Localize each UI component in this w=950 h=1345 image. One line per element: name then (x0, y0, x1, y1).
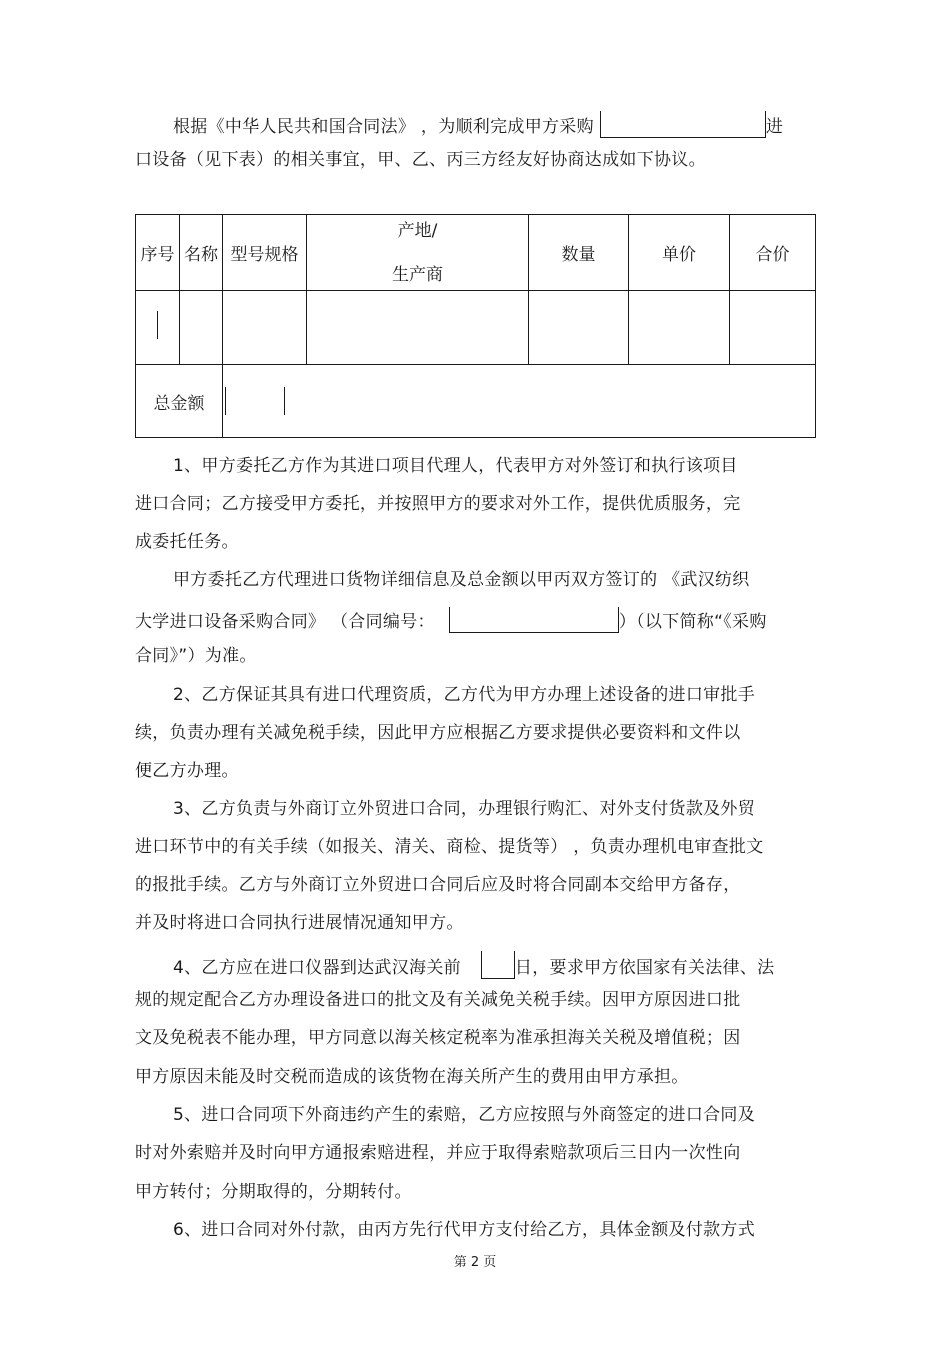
para-2-line-3: 合同》”）为准。 (135, 646, 257, 666)
table-row (136, 291, 816, 365)
clause-3-line-1: 3、乙方负责与外商订立外贸进口合同，办理银行购汇、对外支付货款及外贸 (173, 799, 756, 819)
clause-3-line-4: 并及时将进口合同执行进展情况通知甲方。 (135, 913, 464, 933)
procurement-item-blank[interactable] (600, 111, 766, 138)
clause-5-line-2: 时对外索赔并及时向甲方通报索赔进程，并应于取得索赔款项后三日内一次性向 (135, 1143, 741, 1163)
header-origin-line1: 产地/ (397, 220, 438, 241)
clause-2-line-1: 2、乙方保证其具有进口代理资质，乙方代为甲方办理上述设备的进口审批手 (173, 685, 756, 705)
clause-4-line-3: 文及免税表不能办理，甲方同意以海关核定税率为准承担海关关税及增值税；因 (135, 1028, 741, 1048)
cell-origin[interactable] (307, 291, 529, 365)
header-seq: 序号 (136, 215, 180, 291)
header-total-price: 合价 (730, 215, 816, 291)
intro-text-a: 根据《中华人民共和国合同法》 ，为顺利完成甲方采购 (173, 117, 594, 137)
total-amount-blank[interactable] (225, 387, 285, 415)
cell-qty[interactable] (529, 291, 629, 365)
clause-1-line-2: 进口合同；乙方接受甲方委托，并按照甲方的要求对外工作，提供优质服务，完 (135, 494, 741, 514)
table-total-row (136, 365, 816, 438)
para-2-text-b: ）（以下简称“《采购 (618, 612, 767, 632)
cell-unit-price[interactable] (629, 291, 730, 365)
header-unit-price: 单价 (629, 215, 730, 291)
para-2-line-2 (135, 607, 767, 633)
cell-seq[interactable] (136, 291, 180, 365)
intro-line-2: 口设备（见下表）的相关事宜，甲、乙、丙三方经友好协商达成如下协议。 (135, 150, 706, 170)
intro-text-b: 进 (765, 117, 784, 137)
clause-4-line-2: 规的规定配合乙方办理设备进口的批文及有关减免关税手续。因甲方原因进口批 (135, 990, 741, 1010)
days-blank[interactable] (481, 951, 515, 979)
cell-total-price[interactable] (730, 291, 816, 365)
header-origin-line2: 生产商 (392, 264, 443, 285)
clause-5-line-1: 5、进口合同项下外商违约产生的索赔，乙方应按照与外商签定的进口合同及 (173, 1105, 756, 1125)
clause-4-line-4: 甲方原因未能及时交税而造成的该货物在海关所产生的费用由甲方承担。 (135, 1067, 689, 1087)
clause-1-line-1: 1、甲方委托乙方作为其进口项目代理人，代表甲方对外签订和执行该项目 (173, 456, 738, 476)
clause-4-text-b: 日，要求甲方依国家有关法律、法 (514, 958, 775, 978)
total-amount-cell[interactable] (223, 365, 816, 438)
total-label: 总金额 (136, 365, 223, 438)
clause-3-line-2: 进口环节中的有关手续（如报关、清关、商检、提货等） ，负责办理机电审查批文 (135, 837, 764, 857)
para-2-line-1: 甲方委托乙方代理进口货物详细信息及总金额以甲丙双方签订的 《武汉纺织 (173, 570, 750, 590)
text-cursor-mark (157, 311, 158, 339)
clause-1-line-3: 成委托任务。 (135, 532, 239, 552)
intro-line-1 (173, 111, 783, 138)
header-model: 型号规格 (223, 215, 307, 291)
equipment-table (135, 214, 816, 438)
cell-model[interactable] (223, 291, 307, 365)
header-origin (307, 215, 529, 291)
clause-2-line-3: 便乙方办理。 (135, 761, 239, 781)
page-number: 第 2 页 (453, 1255, 497, 1270)
cell-name[interactable] (180, 291, 223, 365)
table-header-row (136, 215, 816, 291)
clause-5-line-3: 甲方转付；分期取得的，分期转付。 (135, 1182, 412, 1202)
clause-4-line-1 (173, 951, 774, 979)
clause-6-line-1: 6、进口合同对外付款，由丙方先行代甲方支付给乙方，具体金额及付款方式 (173, 1220, 756, 1240)
header-name: 名称 (180, 215, 223, 291)
para-2-text-a: 大学进口设备采购合同》 （合同编号： (135, 612, 435, 632)
clause-3-line-3: 的报批手续。乙方与外商订立外贸进口合同后应及时将合同副本交给甲方备存， (135, 875, 741, 895)
header-qty: 数量 (529, 215, 629, 291)
clause-2-line-2: 续，负责办理有关减免税手续，因此甲方应根据乙方要求提供必要资料和文件以 (135, 723, 741, 743)
clause-4-text-a: 4、乙方应在进口仪器到达武汉海关前 (173, 958, 461, 978)
contract-number-blank[interactable] (449, 607, 619, 633)
